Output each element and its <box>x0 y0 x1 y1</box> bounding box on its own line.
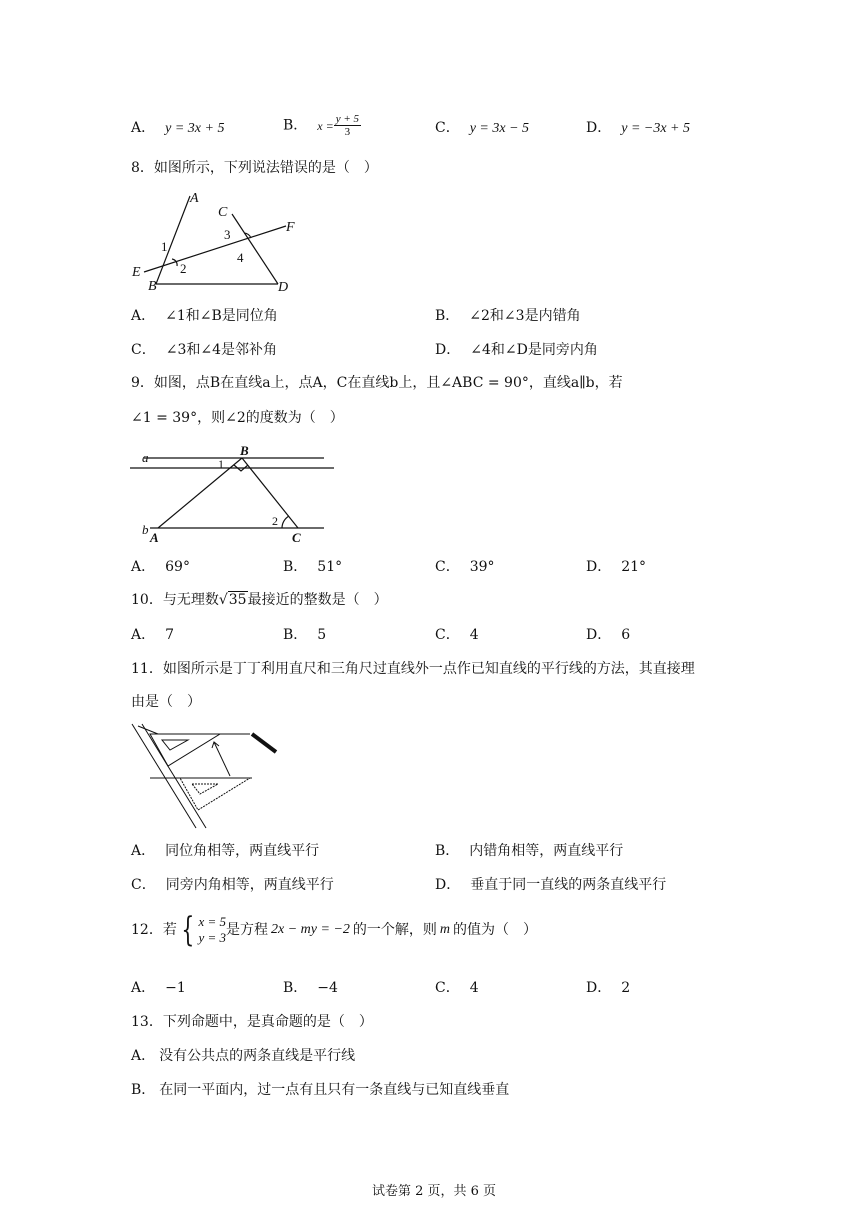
option-text: ∠1和∠B是同位角 <box>165 308 278 324</box>
option-lhs: x = <box>317 118 334 133</box>
q9-stem-line2: ∠1 = 39°，则∠2的度数为（ ） <box>131 410 344 426</box>
option-text: 5 <box>317 627 327 643</box>
option-text: 2 <box>621 980 631 996</box>
q10-stem <box>131 591 388 609</box>
label-c: C <box>218 205 228 220</box>
label-angle-2: 2 <box>272 514 278 528</box>
q7-option-c <box>435 119 529 138</box>
option-text: 同旁内角相等，两直线平行 <box>165 877 334 893</box>
variable-m: m <box>439 922 451 937</box>
option-letter: D． <box>435 877 461 893</box>
q11-stem-line2: 由是（ ） <box>131 694 201 710</box>
label-angle-1: 1 <box>218 457 224 471</box>
option-letter: A． <box>131 308 156 324</box>
option-letter: B． <box>283 117 308 134</box>
option-letter: C． <box>435 120 460 136</box>
triangle-lower <box>180 778 250 810</box>
q11-figure-ruler-triangle <box>128 720 280 832</box>
option-text: 在同一平面内，过一点有且只有一条直线与已知直线垂直 <box>159 1082 510 1098</box>
option-letter: D． <box>586 980 612 996</box>
option-letter: A． <box>131 559 156 575</box>
option-text: 同位角相等，两直线平行 <box>165 843 320 859</box>
option-letter: C． <box>435 627 460 643</box>
fraction <box>334 113 361 138</box>
q8-option-b <box>435 307 581 325</box>
q10-option-c <box>435 626 479 644</box>
option-letter: B． <box>283 627 308 643</box>
option-text: 4 <box>469 627 479 643</box>
q8-figure <box>128 186 303 298</box>
label-f: F <box>286 220 295 235</box>
angle-arc-2 <box>282 516 289 528</box>
q12-option-b <box>283 979 338 997</box>
q12-option-a <box>131 979 186 997</box>
q13-option-b <box>131 1081 509 1099</box>
q7-option-a <box>131 119 224 138</box>
option-letter: A． <box>131 980 156 996</box>
label-angle-2: 2 <box>180 261 187 276</box>
triangle-lower-inner <box>192 784 218 794</box>
q12-option-d <box>586 979 630 997</box>
system-eq2: y = 3 <box>198 930 227 945</box>
q9-option-c <box>435 558 495 576</box>
equation-system <box>198 914 226 946</box>
option-text: 21° <box>621 559 647 575</box>
option-letter: D． <box>586 627 612 643</box>
option-text: 内错角相等，两直线平行 <box>469 843 624 859</box>
option-letter: A． <box>131 627 156 643</box>
label-c-point: C <box>292 530 301 545</box>
option-text: 39° <box>469 559 495 575</box>
option-text: ∠2和∠3是内错角 <box>469 308 581 324</box>
option-letter: B． <box>435 308 460 324</box>
q10-option-b <box>283 626 326 644</box>
sqrt-sign-icon: √ <box>218 592 228 608</box>
q11-stem-line1: 11．如图所示是丁丁利用直尺和三角尺过直线外一点作已知直线的平行线的方法，其直接理 <box>131 661 695 677</box>
stem-text-c: 的值为（ ） <box>453 922 538 938</box>
stem-prefix: 10．与无理数 <box>131 592 219 608</box>
label-d: D <box>278 280 289 295</box>
option-letter: C． <box>131 877 156 893</box>
q13-option-a <box>131 1047 355 1065</box>
label-a-point: A <box>150 530 159 545</box>
option-text: 51° <box>317 559 343 575</box>
label-b-point: B <box>240 443 249 458</box>
label-a: A <box>190 191 199 206</box>
label-angle-3: 3 <box>224 227 231 242</box>
q8-stem: 8．如图所示，下列说法错误的是（ ） <box>131 160 378 176</box>
q11-option-a <box>131 842 319 860</box>
option-text: 垂直于同一直线的两条直线平行 <box>470 877 667 893</box>
label-b: B <box>148 279 157 294</box>
label-a-line: a <box>142 450 149 465</box>
q10-option-d <box>586 626 630 644</box>
radicand: 35 <box>228 592 247 608</box>
pencil-icon <box>252 734 276 752</box>
triangle-upper-inner <box>162 740 188 750</box>
q11-option-c <box>131 876 334 894</box>
label-b-line: b <box>142 522 149 537</box>
q11-option-d <box>435 876 666 894</box>
q13-stem: 13．下列命题中，是真命题的是（ ） <box>131 1014 373 1030</box>
q8-option-d <box>435 341 598 359</box>
stem-prefix: 12．若 <box>131 922 177 938</box>
option-text: −4 <box>317 980 338 996</box>
option-letter: B． <box>435 843 460 859</box>
option-text: −1 <box>165 980 186 996</box>
stem-text-b: 的一个解，则 <box>352 922 437 938</box>
option-expr: y = 3x − 5 <box>469 121 530 136</box>
stem-suffix: 最接近的整数是（ ） <box>247 592 388 608</box>
q7-option-d <box>586 119 690 138</box>
q12-stem <box>131 910 538 950</box>
fraction-numerator: y + 5 <box>335 113 360 125</box>
label-angle-4: 4 <box>237 250 244 265</box>
q8-option-c <box>131 341 277 359</box>
triangle-upper <box>150 734 220 766</box>
option-letter: A． <box>131 120 156 136</box>
q9-figure <box>128 442 338 546</box>
q8-option-a <box>131 307 278 325</box>
option-letter: C． <box>435 980 460 996</box>
option-letter: D． <box>586 559 612 575</box>
page-footer: 试卷第 2 页，共 6 页 <box>371 1184 497 1199</box>
label-angle-1: 1 <box>161 239 168 254</box>
option-letter: A． <box>131 843 156 859</box>
label-e: E <box>132 265 141 280</box>
option-letter: B． <box>131 1082 156 1098</box>
q7-option-b <box>283 113 361 138</box>
equation: 2x − my = −2 <box>271 922 350 937</box>
q12-option-c <box>435 979 479 997</box>
q9-option-b <box>283 558 342 576</box>
line-cd <box>232 214 278 284</box>
option-text: 7 <box>165 627 175 643</box>
q9-option-a <box>131 558 190 576</box>
option-text: ∠3和∠4是邻补角 <box>165 342 277 358</box>
option-letter: A． <box>131 1048 156 1064</box>
option-text: ∠4和∠D是同旁内角 <box>470 342 598 358</box>
option-text: 69° <box>165 559 190 575</box>
q10-option-a <box>131 626 174 644</box>
option-text: 4 <box>469 980 479 996</box>
option-letter: C． <box>131 342 156 358</box>
brace-icon: { <box>181 910 195 950</box>
q11-option-b <box>435 842 623 860</box>
fraction-denominator: 3 <box>344 126 351 138</box>
stem-text-a: 是方程 <box>226 922 269 938</box>
option-letter: C． <box>435 559 460 575</box>
option-expr: y = −3x + 5 <box>621 121 691 136</box>
option-text: 6 <box>621 627 631 643</box>
option-letter: D． <box>435 342 461 358</box>
slide-arrow <box>214 742 230 776</box>
q9-stem-line1: 9．如图，点B在直线a上，点A，C在直线b上，且∠ABC = 90°，直线a∥b，若 <box>131 375 623 391</box>
option-letter: B． <box>283 559 308 575</box>
option-expr: y = 3x + 5 <box>165 121 225 136</box>
system-eq1: x = 5 <box>198 914 227 929</box>
option-letter: D． <box>586 120 612 136</box>
q9-option-d <box>586 558 646 576</box>
option-letter: B． <box>283 980 308 996</box>
option-text: 没有公共点的两条直线是平行线 <box>159 1048 356 1064</box>
